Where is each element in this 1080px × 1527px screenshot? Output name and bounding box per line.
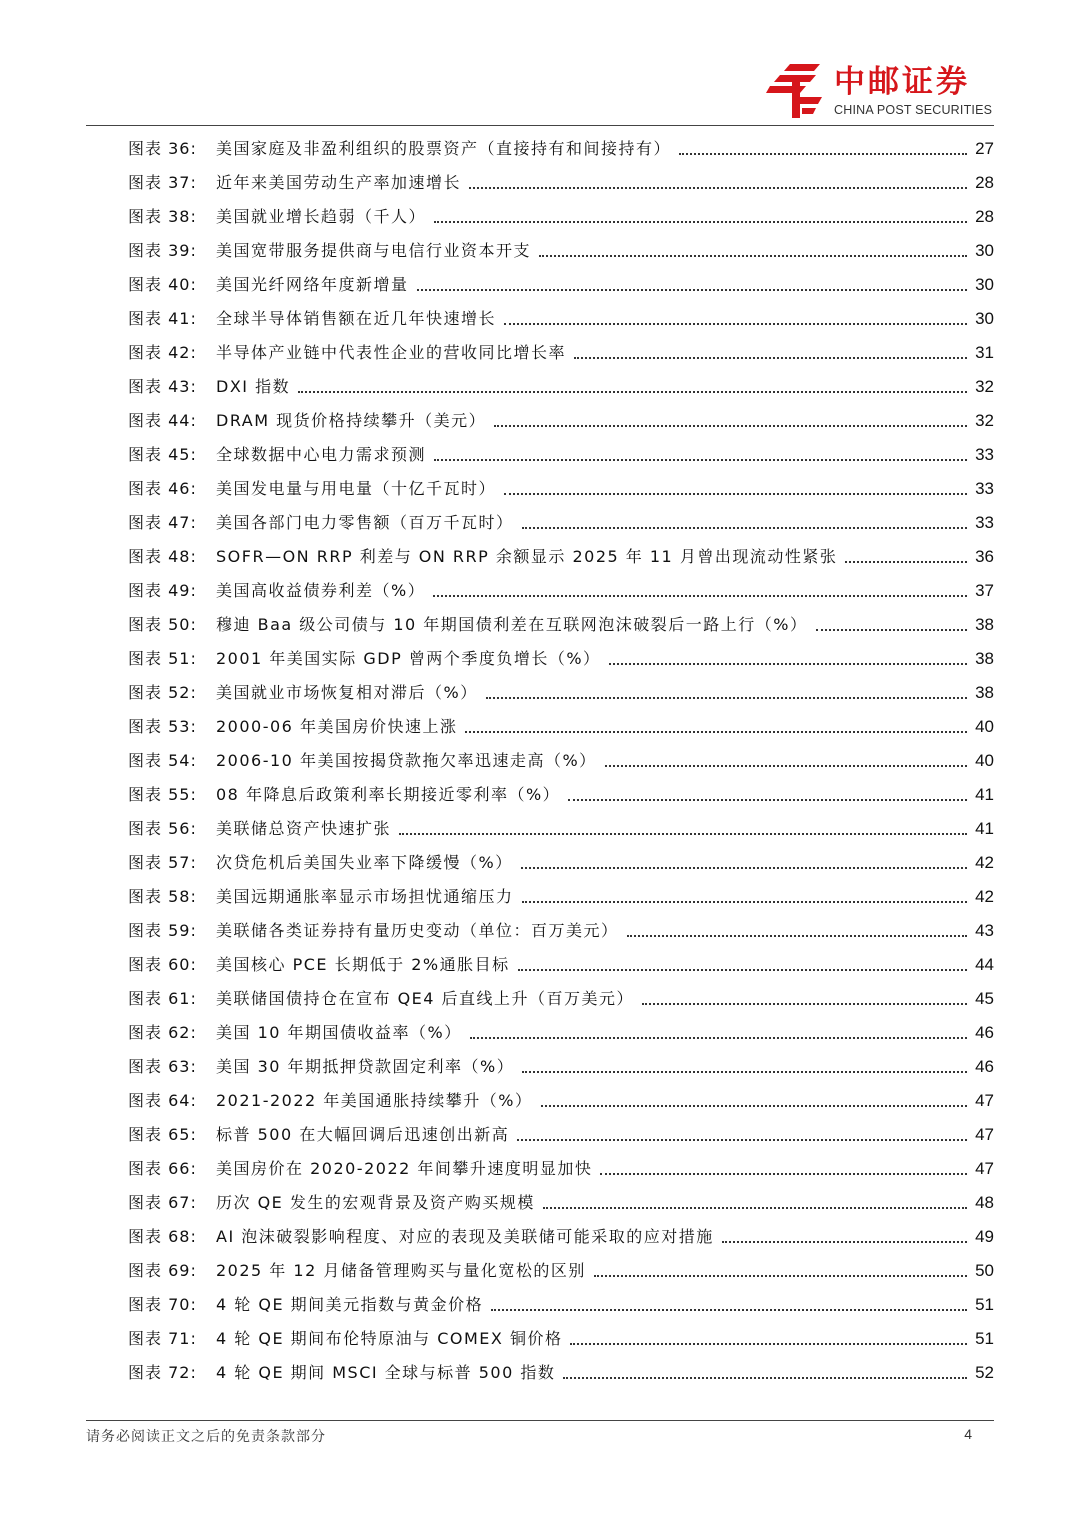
toc-dot-leader bbox=[541, 1104, 968, 1107]
toc-entry-page: 28 bbox=[975, 207, 994, 226]
toc-entry[interactable] bbox=[128, 438, 994, 472]
toc-entry-title: DXI 指数 bbox=[216, 377, 291, 396]
toc-entry-number: 图表 65: bbox=[128, 1125, 197, 1144]
toc-entry-number: 图表 36: bbox=[128, 139, 197, 158]
toc-entry-title: 美国就业增长趋弱（千人） bbox=[216, 207, 427, 226]
toc-entry-page: 42 bbox=[975, 887, 994, 906]
toc-entry-title: 全球半导体销售额在近几年快速增长 bbox=[216, 309, 497, 328]
toc-entry-page: 42 bbox=[975, 853, 994, 872]
toc-entry[interactable] bbox=[128, 166, 994, 200]
toc-entry[interactable] bbox=[128, 268, 994, 302]
toc-entry-title: 美国宽带服务提供商与电信行业资本开支 bbox=[216, 241, 532, 260]
toc-entry-title: 美联储国债持仓在宣布 QE4 后直线上升（百万美元） bbox=[216, 989, 635, 1008]
toc-entry-title: 2025 年 12 月储备管理购买与量化宽松的区别 bbox=[216, 1261, 586, 1280]
toc-entry-number: 图表 43: bbox=[128, 377, 197, 396]
toc-entry-title: 标普 500 在大幅回调后迅速创出新高 bbox=[216, 1125, 510, 1144]
toc-dot-leader bbox=[570, 1342, 967, 1345]
toc-dot-leader bbox=[504, 492, 967, 495]
toc-entry-page: 30 bbox=[975, 275, 994, 294]
toc-entry-number: 图表 54: bbox=[128, 751, 197, 770]
toc-entry-title: 次贷危机后美国失业率下降缓慢（%） bbox=[216, 853, 513, 872]
toc-entry-number: 图表 69: bbox=[128, 1261, 197, 1280]
toc-entry-number: 图表 40: bbox=[128, 275, 197, 294]
toc-entry-page: 33 bbox=[975, 479, 994, 498]
toc-dot-leader bbox=[504, 322, 967, 325]
toc-entry-number: 图表 52: bbox=[128, 683, 197, 702]
toc-entry-title: 美国家庭及非盈利组织的股票资产（直接持有和间接持有） bbox=[216, 139, 672, 158]
brand-name-en: CHINA POST SECURITIES bbox=[834, 103, 993, 117]
toc-entry-title: 美国各部门电力零售额（百万千瓦时） bbox=[216, 513, 514, 532]
toc-entry-title: 历次 QE 发生的宏观背景及资产购买规模 bbox=[216, 1193, 535, 1212]
toc-entry-number: 图表 51: bbox=[128, 649, 197, 668]
toc-entry-page: 52 bbox=[975, 1363, 994, 1382]
toc-entry-number: 图表 67: bbox=[128, 1193, 197, 1212]
toc-entry-page: 45 bbox=[975, 989, 994, 1008]
brand-name-cn: 中邮证券 bbox=[834, 64, 970, 100]
toc-entry-page: 44 bbox=[975, 955, 994, 974]
toc-dot-leader bbox=[470, 1036, 967, 1039]
toc-dot-leader bbox=[600, 1172, 967, 1175]
toc-entry-page: 28 bbox=[975, 173, 994, 192]
footer-disclaimer: 请务必阅读正文之后的免责条款部分 bbox=[86, 1429, 326, 1445]
toc-entry-title: 近年来美国劳动生产率加速增长 bbox=[216, 173, 462, 192]
toc-entry-number: 图表 42: bbox=[128, 343, 197, 362]
toc-entry-number: 图表 58: bbox=[128, 887, 197, 906]
toc-entry[interactable] bbox=[128, 676, 994, 710]
toc-dot-leader bbox=[594, 1274, 967, 1277]
toc-entry[interactable] bbox=[128, 370, 994, 404]
toc-entry-page: 48 bbox=[975, 1193, 994, 1212]
toc-entry[interactable] bbox=[128, 540, 994, 574]
toc-entry-number: 图表 48: bbox=[128, 547, 197, 566]
toc-entry[interactable] bbox=[128, 1152, 994, 1186]
toc-entry-title: 美国就业市场恢复相对滞后（%） bbox=[216, 683, 478, 702]
toc-entry-title: 美国 10 年期国债收益率（%） bbox=[216, 1023, 462, 1042]
toc-entry-title: 08 年降息后政策利率长期接近零利率（%） bbox=[216, 785, 561, 804]
toc-entry-number: 图表 72: bbox=[128, 1363, 197, 1382]
toc-entry[interactable] bbox=[128, 1186, 994, 1220]
toc-entry-page: 33 bbox=[975, 513, 994, 532]
toc-entry-page: 30 bbox=[975, 309, 994, 328]
toc-entry-page: 50 bbox=[975, 1261, 994, 1280]
toc-entry[interactable] bbox=[128, 506, 994, 540]
toc-entry-page: 47 bbox=[975, 1091, 994, 1110]
toc-entry-title: 2000-06 年美国房价快速上涨 bbox=[216, 717, 458, 736]
toc-dot-leader bbox=[563, 1376, 967, 1379]
toc-entry-title: 美联储总资产快速扩张 bbox=[216, 819, 392, 838]
footer-divider bbox=[86, 1420, 994, 1421]
toc-dot-leader bbox=[539, 254, 967, 257]
toc-entry-page: 40 bbox=[975, 717, 994, 736]
china-post-logo-icon bbox=[766, 62, 826, 120]
toc-dot-leader bbox=[298, 390, 967, 393]
toc-entry-number: 图表 60: bbox=[128, 955, 197, 974]
toc-dot-leader bbox=[679, 152, 967, 155]
toc-dot-leader bbox=[469, 186, 967, 189]
toc-dot-leader bbox=[574, 356, 967, 359]
toc-entry-number: 图表 50: bbox=[128, 615, 197, 634]
toc-entry-title: 美国 30 年期抵押贷款固定利率（%） bbox=[216, 1057, 515, 1076]
toc-entry-page: 32 bbox=[975, 411, 994, 430]
toc-entry-title: 美国光纤网络年度新增量 bbox=[216, 275, 409, 294]
toc-entry-title: 穆迪 Baa 级公司债与 10 年期国债利差在互联网泡沫破裂后一路上行（%） bbox=[216, 615, 808, 634]
toc-dot-leader bbox=[816, 628, 968, 631]
toc-dot-leader bbox=[522, 1070, 967, 1073]
toc-entry[interactable] bbox=[128, 608, 994, 642]
toc-entry-title: SOFR—ON RRP 利差与 ON RRP 余额显示 2025 年 11 月曾出现流动性紧张 bbox=[216, 547, 838, 566]
toc-entry-number: 图表 66: bbox=[128, 1159, 197, 1178]
toc-entry[interactable] bbox=[128, 1288, 994, 1322]
figure-list bbox=[128, 132, 994, 1390]
toc-entry[interactable] bbox=[128, 574, 994, 608]
toc-dot-leader bbox=[417, 288, 968, 291]
toc-entry-page: 38 bbox=[975, 615, 994, 634]
toc-entry-title: DRAM 现货价格持续攀升（美元） bbox=[216, 411, 487, 430]
toc-entry[interactable] bbox=[128, 642, 994, 676]
toc-entry[interactable] bbox=[128, 1220, 994, 1254]
toc-entry-number: 图表 45: bbox=[128, 445, 197, 464]
toc-entry-page: 38 bbox=[975, 649, 994, 668]
toc-dot-leader bbox=[486, 696, 967, 699]
toc-entry-page: 32 bbox=[975, 377, 994, 396]
toc-dot-leader bbox=[518, 968, 968, 971]
toc-entry-number: 图表 46: bbox=[128, 479, 197, 498]
toc-dot-leader bbox=[521, 866, 967, 869]
toc-entry-page: 51 bbox=[975, 1295, 994, 1314]
toc-entry-title: 美国核心 PCE 长期低于 2%通胀目标 bbox=[216, 955, 510, 974]
toc-entry-title: 美国高收益债券利差（%） bbox=[216, 581, 426, 600]
toc-entry-title: 美国发电量与用电量（十亿千瓦时） bbox=[216, 479, 497, 498]
toc-entry[interactable] bbox=[128, 982, 994, 1016]
toc-entry[interactable] bbox=[128, 302, 994, 336]
toc-entry[interactable] bbox=[128, 744, 994, 778]
toc-entry[interactable] bbox=[128, 200, 994, 234]
toc-entry[interactable] bbox=[128, 778, 994, 812]
toc-entry-number: 图表 41: bbox=[128, 309, 197, 328]
toc-dot-leader bbox=[722, 1240, 967, 1243]
header-divider bbox=[86, 125, 994, 126]
toc-entry-page: 47 bbox=[975, 1125, 994, 1144]
toc-entry-page: 27 bbox=[975, 139, 994, 158]
toc-entry-number: 图表 68: bbox=[128, 1227, 197, 1246]
toc-entry-title: 全球数据中心电力需求预测 bbox=[216, 445, 427, 464]
toc-entry[interactable] bbox=[128, 1118, 994, 1152]
toc-entry-number: 图表 57: bbox=[128, 853, 197, 872]
toc-entry-page: 38 bbox=[975, 683, 994, 702]
toc-dot-leader bbox=[522, 526, 968, 529]
toc-entry-number: 图表 59: bbox=[128, 921, 197, 940]
toc-dot-leader bbox=[433, 594, 967, 597]
toc-entry-page: 37 bbox=[975, 581, 994, 600]
toc-entry-number: 图表 47: bbox=[128, 513, 197, 532]
toc-entry[interactable] bbox=[128, 234, 994, 268]
toc-entry-number: 图表 44: bbox=[128, 411, 197, 430]
toc-entry[interactable] bbox=[128, 948, 994, 982]
toc-dot-leader bbox=[434, 220, 967, 223]
toc-entry[interactable] bbox=[128, 404, 994, 438]
toc-dot-leader bbox=[434, 458, 967, 461]
toc-entry-number: 图表 64: bbox=[128, 1091, 197, 1110]
toc-dot-leader bbox=[517, 1138, 967, 1141]
toc-entry-title: 美国远期通胀率显示市场担忧通缩压力 bbox=[216, 887, 514, 906]
toc-entry-title: 4 轮 QE 期间 MSCI 全球与标普 500 指数 bbox=[216, 1363, 556, 1382]
toc-entry-page: 41 bbox=[975, 785, 994, 804]
toc-entry-page: 41 bbox=[975, 819, 994, 838]
toc-entry-page: 46 bbox=[975, 1057, 994, 1076]
toc-entry[interactable] bbox=[128, 1084, 994, 1118]
toc-dot-leader bbox=[605, 764, 967, 767]
toc-entry[interactable] bbox=[128, 846, 994, 880]
toc-entry-number: 图表 56: bbox=[128, 819, 197, 838]
toc-entry-title: AI 泡沫破裂影响程度、对应的表现及美联储可能采取的应对措施 bbox=[216, 1227, 714, 1246]
toc-entry-number: 图表 38: bbox=[128, 207, 197, 226]
toc-dot-leader bbox=[494, 424, 967, 427]
toc-entry-title: 2006-10 年美国按揭贷款拖欠率迅速走高（%） bbox=[216, 751, 597, 770]
toc-entry[interactable] bbox=[128, 132, 994, 166]
toc-entry-page: 51 bbox=[975, 1329, 994, 1348]
toc-entry-number: 图表 39: bbox=[128, 241, 197, 260]
toc-entry[interactable] bbox=[128, 336, 994, 370]
toc-entry-page: 31 bbox=[975, 343, 994, 362]
toc-entry-page: 40 bbox=[975, 751, 994, 770]
toc-entry-title: 美国房价在 2020-2022 年间攀升速度明显加快 bbox=[216, 1159, 593, 1178]
toc-entry-page: 46 bbox=[975, 1023, 994, 1042]
toc-entry-title: 2001 年美国实际 GDP 曾两个季度负增长（%） bbox=[216, 649, 601, 668]
toc-entry-number: 图表 71: bbox=[128, 1329, 197, 1348]
toc-entry-title: 半导体产业链中代表性企业的营收同比增长率 bbox=[216, 343, 567, 362]
toc-entry[interactable] bbox=[128, 1016, 994, 1050]
toc-entry[interactable] bbox=[128, 1356, 994, 1390]
toc-entry-number: 图表 53: bbox=[128, 717, 197, 736]
toc-entry-page: 30 bbox=[975, 241, 994, 260]
toc-entry-number: 图表 37: bbox=[128, 173, 197, 192]
toc-entry[interactable] bbox=[128, 1050, 994, 1084]
toc-entry-page: 47 bbox=[975, 1159, 994, 1178]
toc-dot-leader bbox=[543, 1206, 967, 1209]
toc-entry-number: 图表 63: bbox=[128, 1057, 197, 1076]
toc-entry-page: 49 bbox=[975, 1227, 994, 1246]
toc-entry-page: 33 bbox=[975, 445, 994, 464]
page-number: 4 bbox=[964, 1426, 972, 1442]
toc-entry[interactable] bbox=[128, 812, 994, 846]
toc-dot-leader bbox=[609, 662, 968, 665]
toc-entry-number: 图表 62: bbox=[128, 1023, 197, 1042]
toc-dot-leader bbox=[522, 900, 968, 903]
toc-dot-leader bbox=[568, 798, 967, 801]
toc-entry-number: 图表 55: bbox=[128, 785, 197, 804]
toc-dot-leader bbox=[465, 730, 967, 733]
toc-entry-number: 图表 49: bbox=[128, 581, 197, 600]
toc-entry-page: 43 bbox=[975, 921, 994, 940]
toc-entry-number: 图表 70: bbox=[128, 1295, 197, 1314]
toc-dot-leader bbox=[627, 934, 968, 937]
toc-dot-leader bbox=[642, 1002, 967, 1005]
toc-entry[interactable] bbox=[128, 880, 994, 914]
toc-entry-title: 4 轮 QE 期间布伦特原油与 COMEX 铜价格 bbox=[216, 1329, 563, 1348]
toc-entry[interactable] bbox=[128, 1254, 994, 1288]
toc-dot-leader bbox=[399, 832, 967, 835]
toc-entry-title: 美联储各类证券持有量历史变动（单位：百万美元） bbox=[216, 921, 619, 940]
toc-entry-title: 2021-2022 年美国通胀持续攀升（%） bbox=[216, 1091, 533, 1110]
toc-entry[interactable] bbox=[128, 472, 994, 506]
toc-entry-number: 图表 61: bbox=[128, 989, 197, 1008]
company-logo bbox=[766, 62, 1006, 120]
toc-dot-leader bbox=[491, 1308, 967, 1311]
toc-dot-leader bbox=[845, 560, 967, 563]
toc-entry[interactable] bbox=[128, 914, 994, 948]
toc-entry-page: 36 bbox=[975, 547, 994, 566]
toc-entry[interactable] bbox=[128, 710, 994, 744]
toc-entry-title: 4 轮 QE 期间美元指数与黄金价格 bbox=[216, 1295, 484, 1314]
toc-entry[interactable] bbox=[128, 1322, 994, 1356]
